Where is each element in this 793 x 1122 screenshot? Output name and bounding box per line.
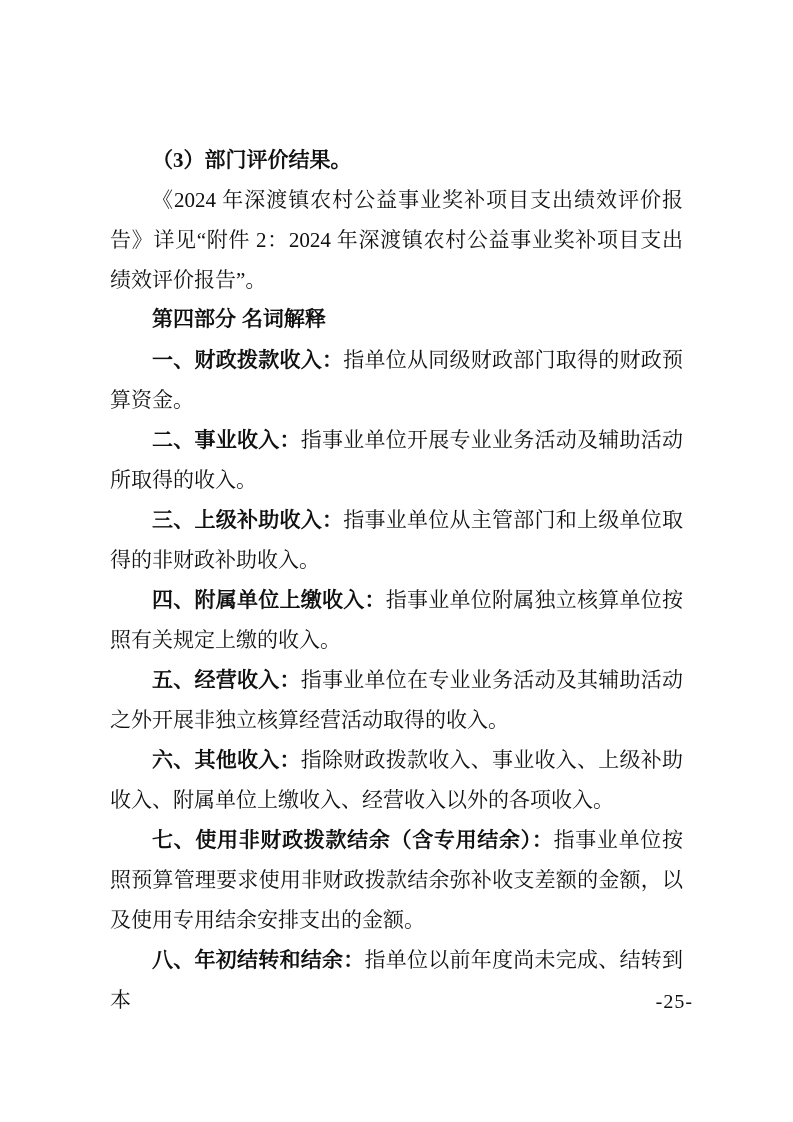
term-paragraph bbox=[110, 740, 683, 820]
term-paragraph bbox=[110, 420, 683, 500]
term-label: 三、上级补助收入： bbox=[152, 508, 344, 532]
term-definition: 指除财政拨款收入、事业收入、上级补助收入、附属单位上缴收入、经营收入以外的各项收入。 bbox=[110, 748, 683, 812]
term-label: 五、经营收入： bbox=[152, 668, 301, 692]
term-definition: 指单位从同级财政部门取得的财政预算资金。 bbox=[110, 348, 683, 412]
term-paragraph bbox=[110, 820, 683, 940]
term-definition: 指事业单位开展专业业务活动及辅助活动所取得的收入。 bbox=[110, 428, 683, 492]
term-label: 一、财政拨款收入： bbox=[152, 348, 344, 372]
term-definition: 指单位以前年度尚未完成、结转到本 bbox=[110, 948, 683, 1012]
term-paragraph bbox=[110, 340, 683, 420]
term-label: 二、事业收入： bbox=[152, 428, 301, 452]
term-paragraph bbox=[110, 500, 683, 580]
term-definition: 指事业单位从主管部门和上级单位取得的非财政补助收入。 bbox=[110, 508, 683, 572]
term-definition: 指事业单位附属独立核算单位按照有关规定上缴的收入。 bbox=[110, 588, 683, 652]
document-content bbox=[110, 140, 683, 1020]
term-definition: 指事业单位按照预算管理要求使用非财政拨款结余弥补收支差额的金额，以及使用专用结余安排支出的金额。 bbox=[110, 828, 683, 932]
paragraph-report-reference: 《2024 年深渡镇农村公益事业奖补项目支出绩效评价报告》详见“附件 2：2024 年深渡镇农村公益事业奖补项目支出绩效评价报告”。 bbox=[110, 188, 683, 292]
term-label: 七、使用非财政拨款结余（含专用结余）： bbox=[152, 828, 554, 852]
term-label: 八、年初结转和结余： bbox=[152, 948, 365, 972]
term-label: 四、附属单位上缴收入： bbox=[152, 588, 386, 612]
term-paragraph bbox=[110, 580, 683, 660]
term-label: 六、其他收入： bbox=[152, 748, 301, 772]
term-paragraph bbox=[110, 660, 683, 740]
term-definition: 指事业单位在专业业务活动及其辅助活动之外开展非独立核算经营活动取得的收入。 bbox=[110, 668, 683, 732]
term-paragraph bbox=[110, 940, 683, 1020]
section-heading: 第四部分 名词解释 bbox=[152, 308, 326, 331]
subsection-heading: （3）部门评价结果。 bbox=[152, 148, 352, 172]
page-number: -25- bbox=[655, 991, 693, 1013]
